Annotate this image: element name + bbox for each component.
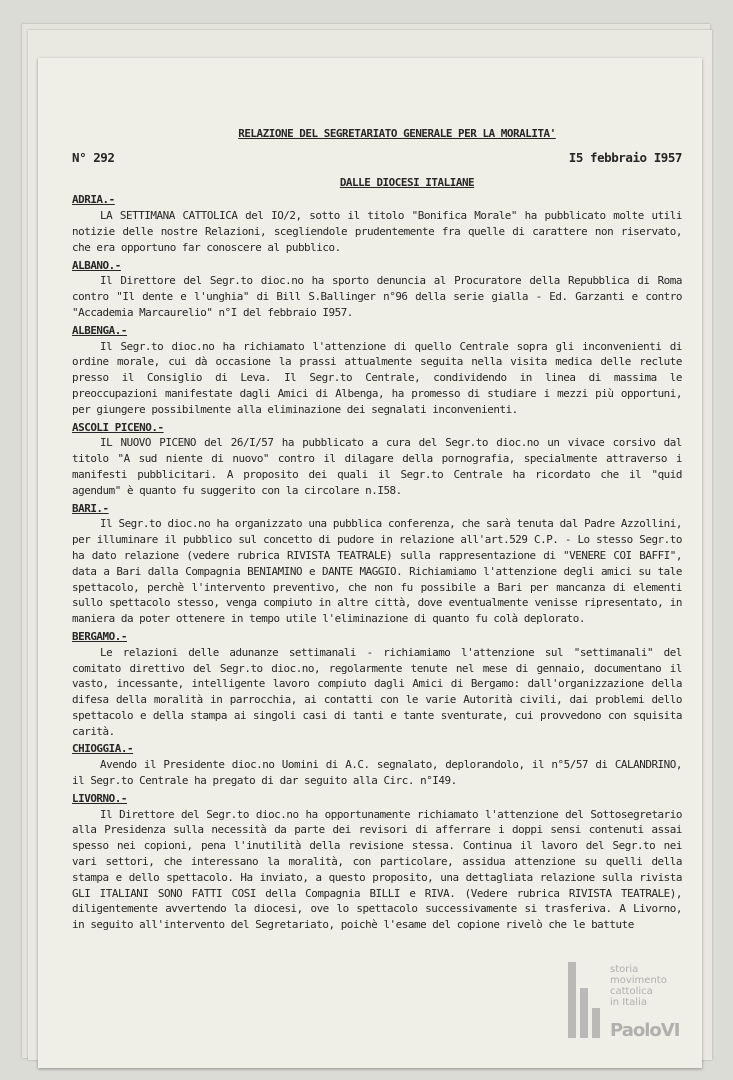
document-meta — [72, 150, 682, 166]
watermark-text: storia movimento cattolica in Italia — [610, 964, 667, 1008]
section-adria — [72, 192, 682, 255]
diocese-heading: ALBANO.- — [72, 258, 121, 272]
diocese-heading: BERGAMO.- — [72, 629, 127, 643]
section-bergamo — [72, 629, 682, 740]
document-title: RELAZIONE DEL SEGRETARIATO GENERALE PER LA MORALITA' — [238, 127, 556, 140]
diocese-heading: BARI.- — [72, 501, 109, 515]
archive-logo-icon — [566, 958, 606, 1042]
document-body — [72, 126, 682, 933]
section-livorno — [72, 791, 682, 933]
section-ascoli-piceno — [72, 420, 682, 499]
document-date: I5 febbraio I957 — [568, 149, 682, 165]
diocese-heading: ALBENGA.- — [72, 323, 127, 337]
diocese-heading: LIVORNO.- — [72, 791, 127, 805]
watermark-name: PaoloVI — [610, 1020, 680, 1041]
document-page — [38, 58, 702, 1068]
section-chioggia — [72, 741, 682, 788]
section-text: Il Direttore del Segr.to dioc.no ha opportunamente richiamato l'attenzione del Sottosegretario alla Presidenza sulla necessità da parte dei revisori di afferrare i doppi sensi contenuti assai spesso nei copioni, pena l'inutilità della revisione stessa. Continua il lavoro del Segr.to nei vari settori, che interessano la moralità, con particolare, assidua attenzione su quelli della stampa e dello spettacolo. Ha inviato, a questo proposito, una dettagliata relazione sulla rivista GLI ITALIANI SONO FATTI COSI della Compagnia BILLI e RIVA. (Vedere rubrica RIVISTA TEATRALE), diligentemente avvertendo la diocesi, ove lo spettacolo successivamente si trasferiva. A Livorno, in seguito all'intervento del Segretariato, poichè l'esame del copione rivelò che le battute — [72, 807, 682, 932]
document-number: N° 292 — [72, 149, 115, 165]
section-text: Il Segr.to dioc.no ha organizzato una pubblica conferenza, che sarà tenuta dal Padre Azzollini, per illuminare il pubblico sul concetto di pudore in relazione all'art.529 C.P. - Lo stesso Segr.to ha dato relazione (vedere rubrica RIVISTA TEATRALE) sulla rappresentazione di "VENERE COI BAFFI", data a Bari dalla Compagnia BENIAMINO e DANTE MAGGIO. Richiamiamo l'attenzione degli amici su tale spettacolo, perchè l'intervento preventivo, che non fu possibile a Bari per mancanza di elementi sullo spettacolo stesso, venga compiuto in altre città, dove eventualmente venisse ripresentato, in maniera da poter ottenere in tempo utile l'eliminazione di quanto fu colà deplorato. — [72, 517, 682, 626]
document-subtitle: DALLE DIOCESI ITALIANE — [339, 175, 475, 189]
diocese-heading: ADRIA.- — [72, 193, 115, 207]
section-text: LA SETTIMANA CATTOLICA del IO/2, sotto il titolo "Bonifica Morale" ha pubblicato molte utili notizie delle nostre Relazioni, scegliendole prudentemente fra quelle di carattere non riservato, che era opportuno far conoscere al pubblico. — [72, 209, 682, 254]
section-text: Avendo il Presidente dioc.no Uomini di A.C. segnalato, deplorandolo, il n°5/57 di CALANDRINO, il Segr.to Centrale ha pregato di dar seguito alla Circ. n°I49. — [72, 758, 682, 788]
section-text: Il Direttore del Segr.to dioc.no ha sporto denuncia al Procuratore della Repubblica di Roma contro "Il dente e l'unghia" di Bill S.Ballinger n°96 della serie gialla - Ed. Garzanti e contro "Accademia Marcaurelio" n°I del febbraio I957. — [72, 274, 682, 319]
section-albenga — [72, 323, 682, 418]
section-albano — [72, 258, 682, 321]
section-bari — [72, 501, 682, 627]
section-text: Le relazioni delle adunanze settimanali - richiamiamo l'attenzione sul "settimanali" del comitato direttivo del Segr.to dioc.no, regolarmente tenute nel mese di gennaio, documentano il vasto, incessante, intelligente lavoro compiuto dagli Amici di Bergamo: dall'organizzazione della difesa della moralità in parrocchia, ai contatti con le varie Autorità civili, dai problemi dello spettacolo e della stampa ai singoli casi di tanti e tante sventurate, cui provvedono con squisita carità. — [72, 645, 682, 738]
section-text: IL NUOVO PICENO del 26/I/57 ha pubblicato a cura del Segr.to dioc.no un vivace corsivo dal titolo "A sud niente di nuovo" contro il dilagare della pornografia, specialmente attraverso i manifesti pubblicitari. A proposito dei quali il Segr.to Centrale ha ricordato che il "quid agendum" è quanto fu suggerito con la circolare n.I58. — [72, 436, 682, 497]
section-text: Il Segr.to dioc.no ha richiamato l'attenzione di quello Centrale sopra gli inconvenienti di ordine morale, cui dà occasione la prassi attualmente seguita nella visita medica delle reclute presso il Consiglio di Leva. Il Segr.to Centrale, condividendo in linea di massima le preoccupazioni manifestate dagli Amici di Albenga, ha promesso di studiare i mezzi più opportuni, per giungere possibilmente alla eliminazione dei segnalati inconvenienti. — [72, 339, 682, 416]
diocese-heading: CHIOGGIA.- — [72, 742, 134, 756]
archive-watermark — [566, 950, 726, 1050]
diocese-heading: ASCOLI PICENO.- — [72, 420, 164, 434]
